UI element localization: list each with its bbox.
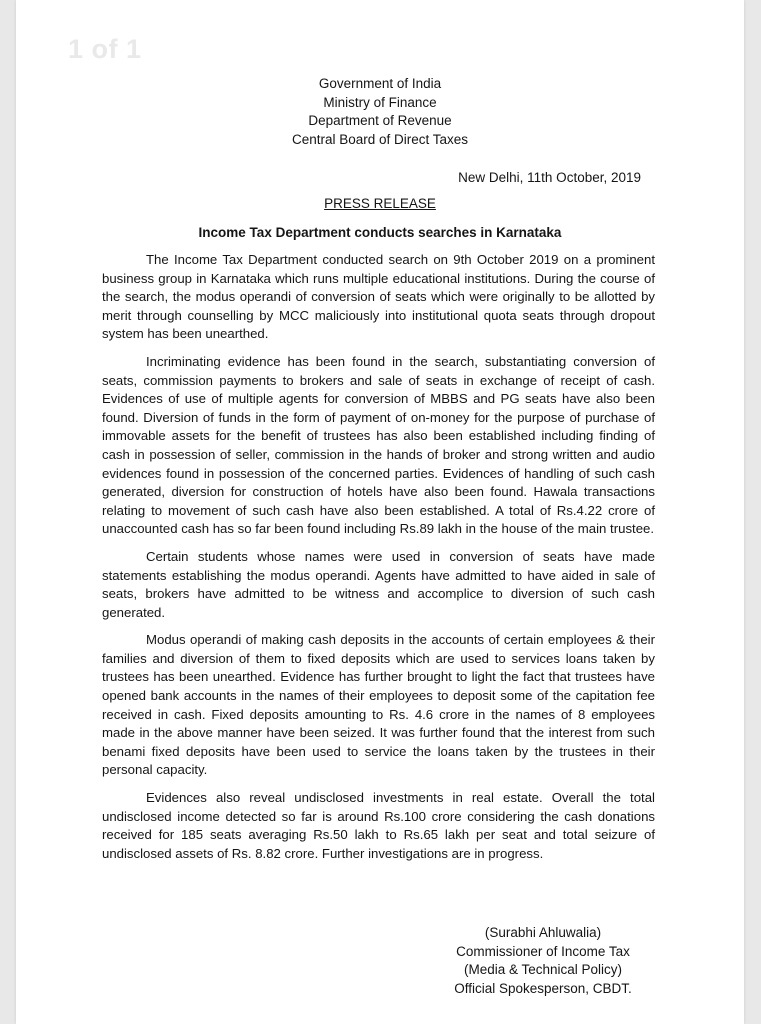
paragraph: Modus operandi of making cash deposits in the accounts of certain employees & their families and diversion of them to fixed deposits which are used to services loans taken by trustees has been unearthed. Evidence has further brought to light the fact that trustees have opened bank accounts in the names of their employees to deposit some of the capitation fee received in cash. Fixed deposits amounting to Rs. 4.6 crore in the names of 8 employees made in the above manner have been seized. It was further found that the interest from such benami fixed deposits have been used to service the loans taken by the trustees in their personal capacity. bbox=[102, 632, 655, 778]
paragraph: The Income Tax Department conducted search on 9th October 2019 on a prominent business group in Karnataka which runs multiple educational institutions. During the course of the search, the modus operandi of conversion of seats which were originally to be allotted by merit through counselling by MCC maliciously into institutional quota seats through dropout system has been unearthed. bbox=[102, 252, 655, 342]
letterhead-line: Government of India bbox=[318, 76, 442, 91]
page-indicator: 1 of 1 bbox=[68, 34, 142, 64]
signature-line: (Media & Technical Policy) bbox=[463, 962, 623, 978]
letterhead-line: Central Board of Direct Taxes bbox=[291, 131, 469, 147]
body-text bbox=[102, 251, 655, 872]
letterhead-line: Department of Revenue bbox=[308, 113, 452, 129]
press-release-label: PRESS RELEASE bbox=[324, 196, 436, 211]
paragraph: Evidences also reveal undisclosed investments in real estate. Overall the total undisclosed income detected so far is around Rs.100 crore considering the cash donations received for 185 seats averaging Rs.50 lakh to Rs.65 lakh per seat and total seizure of undisclosed assets of Rs. 8.82 crore. Further investigations are in progress. bbox=[102, 790, 655, 861]
signature-block bbox=[438, 924, 648, 998]
signature-line: (Surabhi Ahluwalia) bbox=[484, 925, 602, 940]
document-page bbox=[16, 0, 744, 1024]
signature-line: Official Spokesperson, CBDT. bbox=[454, 980, 632, 996]
dateline: New Delhi, 11th October, 2019 bbox=[458, 170, 641, 185]
paragraph: Certain students whose names were used in conversion of seats have made statements establishing the modus operandi. Agents have admitted to have aided in sale of seats, brokers have admitted to be witness and accomplice to diversion of such cash generated. bbox=[102, 548, 655, 620]
paragraph: Incriminating evidence has been found in the search, substantiating conversion of seats, commission payments to brokers and sale of seats in exchange of receipt of cash. Evidences of use of multiple agents for conversion of MBBS and PG seats have also been found. Diversion of funds in the form of payment of on-money for the purpose of purchase of immovable assets for the benefit of trustees has also been established including finding of cash in possession of seller, commission in the hands of broker and strong written and audio evidences found in possession of the concerned parties. Evidences of handling of such cash generated, diversion for construction of hotels have also been found. Hawala transactions relating to movement of such cash have also been established. A total of Rs.4.22 crore of unaccounted cash has so far been found including Rs.89 lakh in the house of the main trustee. bbox=[102, 353, 655, 537]
headline: Income Tax Department conducts searches in Karnataka bbox=[198, 225, 562, 240]
signature-line: Commissioner of Income Tax bbox=[456, 943, 630, 959]
letterhead-line: Ministry of Finance bbox=[323, 94, 437, 110]
letterhead bbox=[16, 75, 744, 149]
